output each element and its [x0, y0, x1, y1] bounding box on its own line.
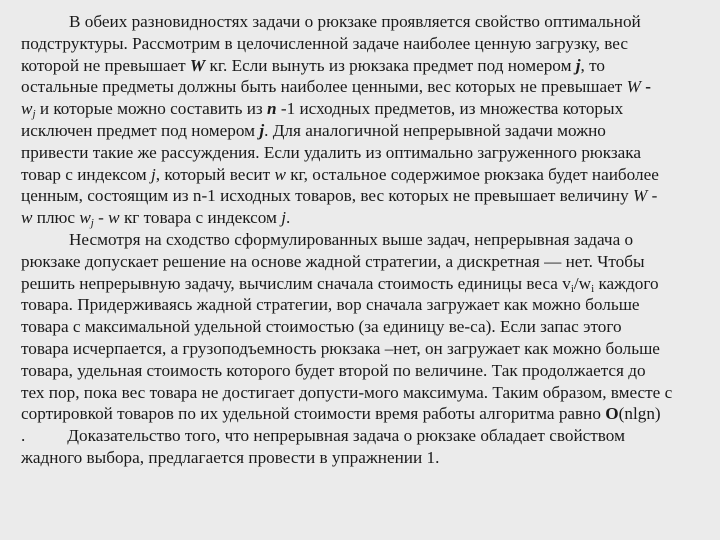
text-line: . Доказательство того, что непрерывная задача о рюкзаке обладает свойством — [21, 426, 625, 446]
text-line: исключен предмет под номером j. Для аналогичной непрерывной задачи можно — [21, 120, 606, 140]
document-text — [21, 11, 706, 469]
text-line: товара. Придерживаясь жадной стратегии, вор сначала загружает как можно больше — [21, 295, 640, 315]
text-line: товара, удельная стоимость которого будет второй по величине. Так продолжается до — [21, 360, 646, 380]
text-line: $w_j$ и которые можно составить из n -1 исходных предметов, из множества которых — [21, 99, 624, 121]
text-line: В обеих разновидностях задачи о рюкзаке проявляется свойство оптимальной — [69, 12, 641, 31]
text-line: w плюс $w_j$ - w кг товара с индексом j. — [21, 208, 291, 230]
text-line: подструктуры. Рассмотрим в целочисленной задаче наиболее ценную загрузку, вес — [21, 33, 628, 53]
text-line: тех пор, пока вес товара не достигает допусти-мого максимума. Таким образом, вместе с — [21, 382, 673, 402]
text-line: товара исчерпается, а грузоподъемность рюкзака –нет, он загружает как можно больше — [21, 338, 660, 358]
text-line: товара с максимальной удельной стоимостью (за единицу ве-са). Если запас этого — [21, 317, 622, 337]
text-line: решить непрерывную задачу, вычислим сначала стоимость единицы веса $v_i/w_i$ каждого — [21, 273, 659, 295]
text-line: рюкзаке допускает решение на основе жадной стратегии, а дискретная — нет. Чтобы — [21, 251, 645, 271]
text-line: ценным, состоящим из n-1 исходных товаров, вес которых не превышает величину W - — [21, 186, 658, 206]
text-line: Несмотря на сходство сформулированных выше задач, непрерывная задача о — [69, 229, 634, 249]
text-line: которой не превышает W кг. Если вынуть из рюкзака предмет под номером j, то — [21, 55, 606, 75]
text-line: привести такие же рассуждения. Если удалить из оптимально загруженного рюкзака — [21, 142, 642, 162]
text-line: остальные предметы должны быть наиболее ценными, вес которых не превышает W - — [21, 77, 651, 97]
text-line: сортировкой товаров по их удельной стоимости время работы алгоритма равно O(nlgn) — [21, 404, 661, 424]
text-line: жадного выбора, предлагается провести в упражнении 1. — [21, 447, 440, 467]
text-line: товар с индексом j, который весит w кг, остальное содержимое рюкзака будет наиболее — [21, 164, 659, 184]
